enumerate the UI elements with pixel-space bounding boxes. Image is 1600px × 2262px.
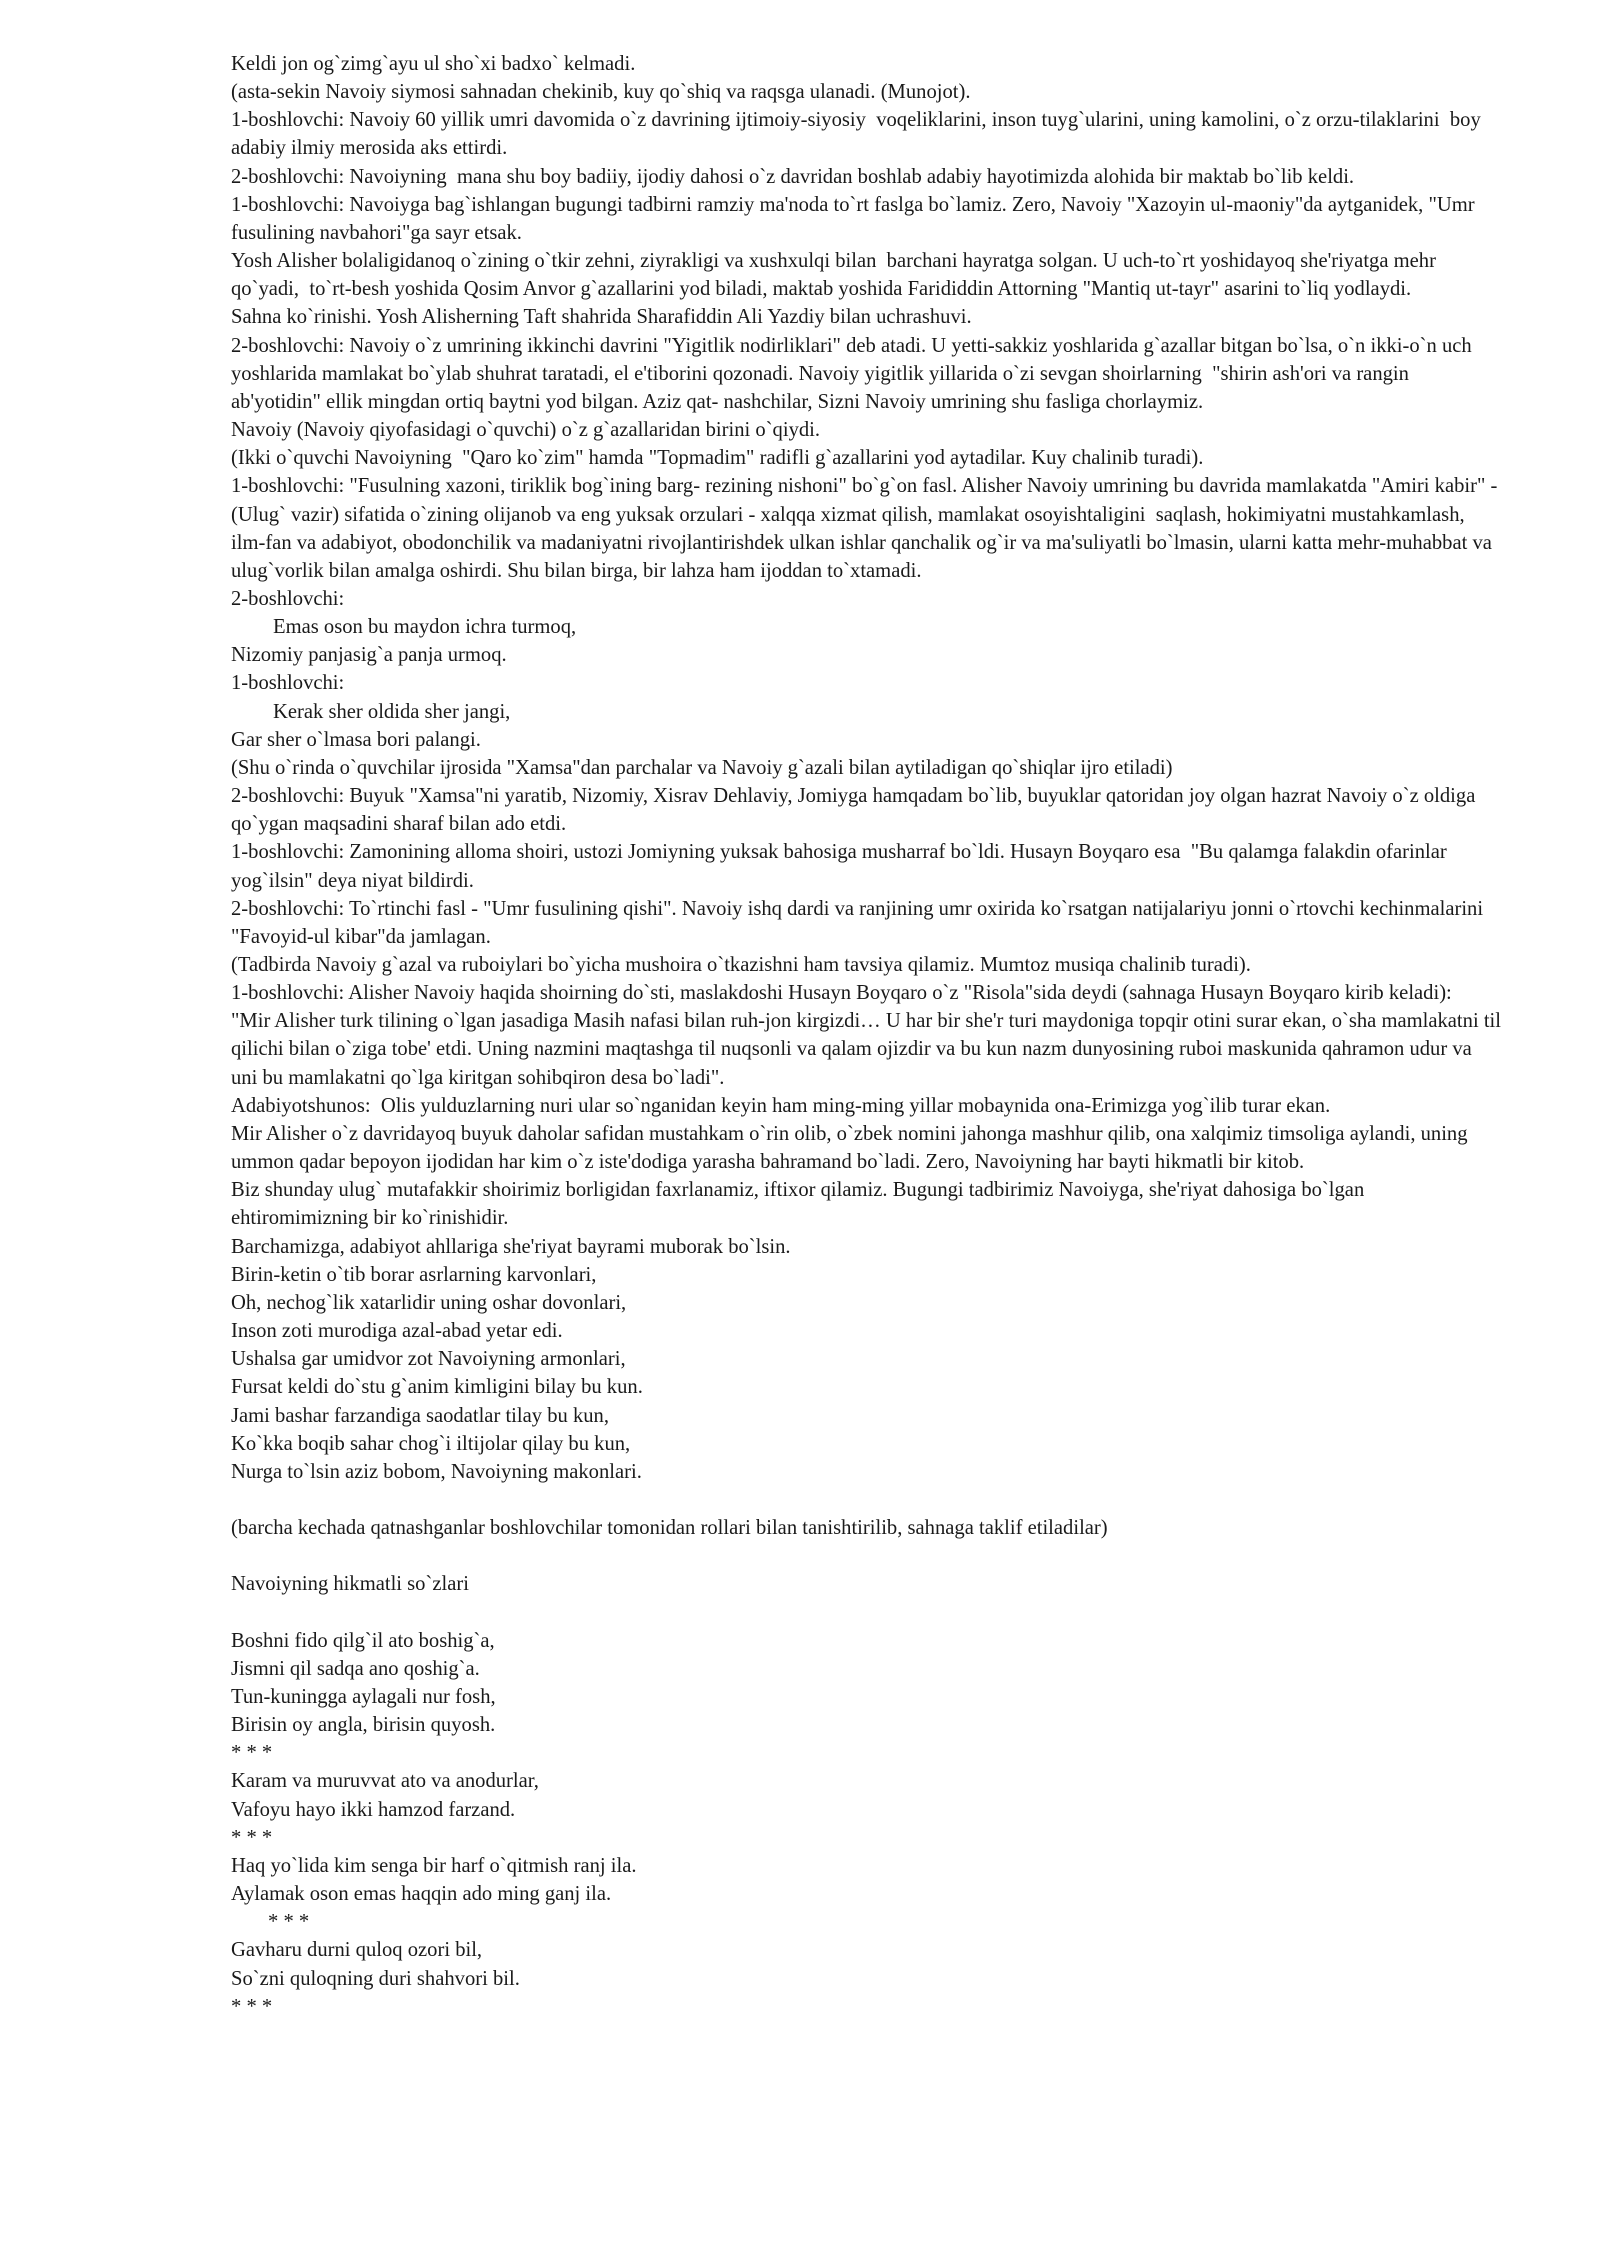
text-paragraph: Birin-ketin o`tib borar asrlarning karvonlari,	[231, 1263, 597, 1286]
text-paragraph: Oh, nechog`lik xatarlidir uning oshar dovonlari,	[231, 1291, 627, 1314]
text-paragraph: Tun-kuningga aylagali nur fosh,	[231, 1686, 496, 1709]
text-paragraph: Birisin oy angla, birisin quyosh.	[231, 1714, 496, 1737]
text-paragraph: "Mir Alisher turk tilining o`lgan jasadiga Masih nafasi bilan ruh-jon kirgizdi… U har bir she'r turi maydoniga topqir otini surar ekan, o`sha mamlakatni til qilichi bilan o`ziga tobe' etdi. Uning nazmini maqtashga til nuqsonli va qalam ojizdir va bu kun nazm dunyosining ruboi maskunida qahramon udur va uni bu mamlakatni qo`lga kiritgan sohibqiron desa bo`ladi".	[231, 1010, 1507, 1089]
text-paragraph: Vafoyu hayo ikki hamzod farzand.	[231, 1798, 516, 1821]
text-paragraph: 1-boshlovchi: Alisher Navoiy haqida shoirning do`sti, maslakdoshi Husayn Boyqaro o`z "Risola"sida deydi (sahnaga Husayn Boyqaro kirib keladi):	[231, 982, 1452, 1005]
text-paragraph: Nizomiy panjasig`a panja urmoq.	[231, 644, 507, 667]
text-paragraph: Navoiyning hikmatli so`zlari	[231, 1573, 469, 1596]
blank-line	[231, 1599, 1501, 1627]
stanza-separator: * * *	[231, 1742, 273, 1765]
text-paragraph: Karam va muruvvat ato va anodurlar,	[231, 1770, 539, 1793]
text-paragraph: 2-boshlovchi: To`rtinchi fasl - "Umr fusulining qishi". Navoiy ishq dardi va ranjining umr oxirida ko`rsatgan natijalariyu jonni o`rtovchi kechinmalarini "Favoyid-ul kibar"da jamlagan.	[231, 897, 1494, 948]
stanza-separator: * * *	[268, 1911, 310, 1934]
text-paragraph: Jami bashar farzandiga saodatlar tilay bu kun,	[231, 1404, 609, 1427]
text-paragraph: 2-boshlovchi: Navoiyning mana shu boy badiiy, ijodiy dahosi o`z davridan boshlab adabiy hayotimizda alohida bir maktab bo`lib keldi.	[231, 165, 1355, 188]
text-paragraph: Navoiy (Navoiy qiyofasidagi o`quvchi) o`z g`azallaridan birini o`qiydi.	[231, 419, 821, 442]
blank-line	[231, 1486, 1501, 1514]
text-paragraph: Mir Alisher o`z davridayoq buyuk daholar safidan mustahkam o`rin olib, o`zbek nomini jahonga mashhur qilib, ona xalqimiz timsoliga aylandi, uning ummon qadar bepoyon ijodidan har kim o`z iste'dodiga yarasha bahramand bo`ladi. Zero, Navoiyning har bayti hikmatli bir kitob.	[231, 1122, 1473, 1174]
document-page	[231, 50, 1507, 2021]
text-paragraph: Adabiyotshunos: Olis yulduzlarning nuri ular so`nganidan keyin ham ming-ming yillar mobaynida ona-Erimizga yog`ilib turar ekan.	[231, 1094, 1331, 1117]
text-paragraph: Keldi jon og`zimg`ayu ul sho`xi badxo` kelmadi.	[231, 53, 636, 75]
text-paragraph: Fursat keldi do`stu g`anim kimligini bilay bu kun.	[231, 1376, 643, 1399]
text-paragraph: Barchamizga, adabiyot ahllariga she'riyat bayrami muborak bo`lsin.	[231, 1235, 791, 1258]
text-paragraph: 2-boshlovchi:	[231, 587, 345, 610]
text-paragraph: 2-boshlovchi: Navoiy o`z umrining ikkinchi davrini "Yigitlik nodirliklari" deb atadi. U yetti-sakkiz yoshlarida g`azallar bitgan bo`lsa, o`n ikki-o`n uch yoshlarida mamlakat bo`ylab shuhrat taratadi, el e'tiborini qozonadi. Navoiy yigitlik yillarida o`zi sevgan shoirlarning "shirin ash'ori va rangin ab'yotidin" ellik mingdan ortiq baytni yod bilgan. Aziz qat- nashchilar, Sizni Navoiy umrining shu fasliga chorlaymiz.	[231, 334, 1483, 413]
text-paragraph: (Ikki o`quvchi Navoiyning "Qaro ko`zim" hamda "Topmadim" radifli g`azallarini yod aytadilar. Kuy chalinib turadi).	[231, 447, 1204, 470]
text-paragraph: Kerak sher oldida sher jangi,	[273, 700, 511, 723]
text-paragraph: 1-boshlovchi: Navoiyga bag`ishlangan bugungi tadbirni ramziy ma'noda to`rt faslga bo`lamiz. Zero, Navoiy "Xazoyin ul-maoniy"da aytganidek, "Umr fusulining navbahori"ga sayr etsak.	[231, 193, 1480, 244]
text-paragraph: (barcha kechada qatnashganlar boshlovchilar tomonidan rollari bilan tanishtirilib, sahnaga taklif etiladilar)	[231, 1517, 1108, 1540]
text-paragraph: So`zni quloqning duri shahvori bil.	[231, 1967, 520, 1990]
text-paragraph: Ko`kka boqib sahar chog`i iltijolar qilay bu kun,	[231, 1432, 631, 1455]
text-paragraph: (asta-sekin Navoiy siymosi sahnadan chekinib, kuy qo`shiq va raqsga ulanadi. (Munojot).	[231, 81, 971, 104]
text-paragraph: Biz shunday ulug` mutafakkir shoirimiz borligidan faxrlanamiz, iftixor qilamiz. Bugungi tadbirimiz Navoiyga, she'riyat dahosiga bo`lgan ehtiromimizning bir ko`rinishidir.	[231, 1179, 1370, 1230]
text-paragraph: Ushalsa gar umidvor zot Navoiyning armonlari,	[231, 1348, 626, 1371]
text-paragraph: 1-boshlovchi: "Fusulning xazoni, tiriklik bog`ining barg- rezining nishoni" bo`g`on fasl. Alisher Navoiy umrining bu davrida mamlakatda "Amiri kabir" - (Ulug` vazir) sifatida o`zining olijanob va eng yuksak orzulari - xalqqa xizmat qilish, mamlakat osoyishtaligini saqlash, hokimiyatni mustahkamlash, ilm-fan va adabiyot, obodonchilik va madaniyatni rivojlantirishdek ulkan ishlar qanchalik og`ir va ma'suliyatli bo`lmasin, ularni katta mehr-muhabbat va ulug`vorlik bilan amalga oshirdi. Shu bilan birga, bir lahza ham ijoddan to`xtamadi.	[231, 475, 1503, 582]
text-paragraph: Jismni qil sadqa ano qoshig`a.	[231, 1657, 480, 1680]
text-paragraph: (Shu o`rinda o`quvchilar ijrosida "Xamsa"dan parchalar va Navoiy g`azali bilan aytiladigan qo`shiqlar ijro etiladi)	[231, 756, 1173, 779]
text-paragraph: Nurga to`lsin aziz bobom, Navoiyning makonlari.	[231, 1460, 642, 1483]
text-paragraph: (Tadbirda Navoiy g`azal va ruboiylari bo`yicha mushoira o`tkazishni ham tavsiya qilamiz. Mumtoz musiqa chalinib turadi).	[231, 954, 1251, 976]
text-paragraph: 1-boshlovchi:	[231, 672, 345, 695]
text-paragraph: 1-boshlovchi: Navoiy 60 yillik umri davomida o`z davrining ijtimoiy-siyosiy voqeliklarini, inson tuyg`ularini, uning kamolini, o`z orzu-tilaklarini boy adabiy ilmiy merosida aks ettirdi.	[231, 109, 1486, 160]
text-paragraph: Gar sher o`lmasa bori palangi.	[231, 728, 481, 751]
text-paragraph: Boshni fido qilg`il ato boshig`a,	[231, 1629, 495, 1652]
blank-line	[231, 1542, 1501, 1570]
text-paragraph: Aylamak oson emas haqqin ado ming ganj ila.	[231, 1883, 612, 1906]
text-paragraph: 2-boshlovchi: Buyuk "Xamsa"ni yaratib, Nizomiy, Xisrav Dehlaviy, Jomiyga hamqadam bo`lib, buyuklar qatoridan joy olgan hazrat Navoiy o`z oldiga qo`ygan maqsadini sharaf bilan ado etdi.	[231, 785, 1486, 836]
text-paragraph: Gavharu durni quloq ozori bil,	[231, 1939, 483, 1962]
stanza-separator: * * *	[231, 1826, 273, 1849]
text-paragraph: Yosh Alisher bolaligidanoq o`zining o`tkir zehni, ziyrakligi va xushxulqi bilan barchani hayratga solgan. U uch-to`rt yoshidayoq she'riyatga mehr qo`yadi, to`rt-besh yoshida Qosim Anvor g`azallarini yod biladi, maktab yoshida Farididdin Attorning "Mantiq ut-tayr" asarini to`liq yodlaydi.	[231, 250, 1442, 301]
text-paragraph: Haq yo`lida kim senga bir harf o`qitmish ranj ila.	[231, 1854, 637, 1877]
text-paragraph: Inson zoti murodiga azal-abad yetar edi.	[231, 1320, 563, 1343]
stanza-separator: * * *	[231, 1995, 273, 2018]
text-paragraph: Sahna ko`rinishi. Yosh Alisherning Taft shahrida Sharafiddin Ali Yazdiy bilan uchrashuvi.	[231, 306, 972, 329]
text-paragraph: 1-boshlovchi: Zamonining alloma shoiri, ustozi Jomiyning yuksak bahosiga musharraf bo`ldi. Husayn Boyqaro esa "Bu qalamga falakdin ofarinlar yog`ilsin" deya niyat bildirdi.	[231, 841, 1452, 892]
text-paragraph: Emas oson bu maydon ichra turmoq,	[273, 616, 577, 639]
